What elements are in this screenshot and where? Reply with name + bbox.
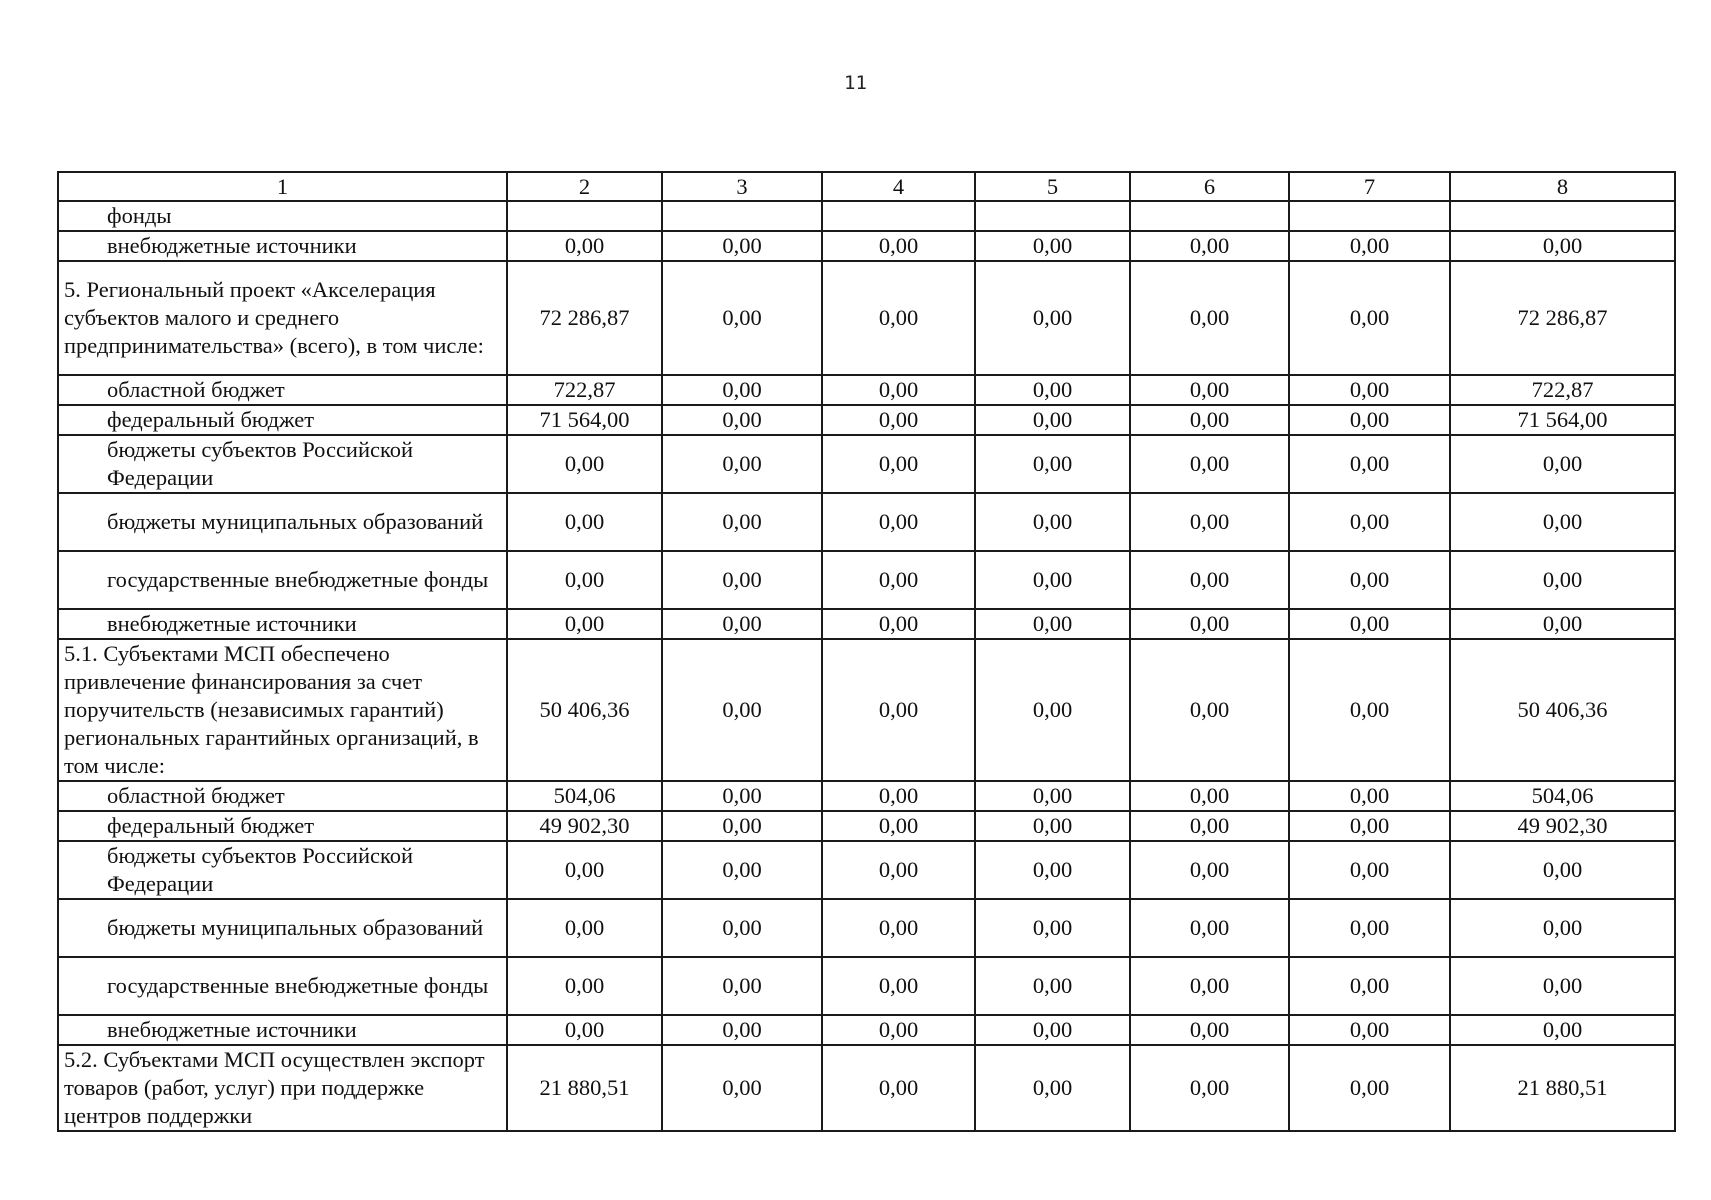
table-row — [58, 1015, 1675, 1045]
value-cell: 0,00 — [975, 1045, 1130, 1131]
row-label: фонды — [58, 201, 507, 231]
value-cell: 0,00 — [1289, 899, 1450, 957]
value-cell: 0,00 — [662, 609, 822, 639]
value-cell: 0,00 — [1130, 1015, 1289, 1045]
column-header: 7 — [1289, 172, 1450, 201]
value-cell: 0,00 — [507, 841, 662, 899]
value-cell: 0,00 — [975, 435, 1130, 493]
value-cell: 0,00 — [662, 435, 822, 493]
value-cell: 0,00 — [1450, 957, 1675, 1015]
value-cell: 0,00 — [1450, 841, 1675, 899]
value-cell: 0,00 — [822, 1015, 975, 1045]
value-cell: 0,00 — [507, 609, 662, 639]
table-row — [58, 375, 1675, 405]
value-cell: 0,00 — [822, 957, 975, 1015]
value-cell: 0,00 — [1450, 1015, 1675, 1045]
value-cell: 0,00 — [822, 231, 975, 261]
row-label: федеральный бюджет — [58, 405, 507, 435]
value-cell: 0,00 — [822, 261, 975, 375]
row-label: бюджеты субъектов Российской Федерации — [58, 841, 507, 899]
value-cell: 71 564,00 — [1450, 405, 1675, 435]
value-cell: 0,00 — [975, 811, 1130, 841]
value-cell: 0,00 — [1289, 231, 1450, 261]
value-cell: 0,00 — [822, 811, 975, 841]
column-header: 1 — [58, 172, 507, 201]
value-cell: 0,00 — [822, 375, 975, 405]
value-cell: 0,00 — [662, 811, 822, 841]
table-row — [58, 231, 1675, 261]
table-row — [58, 551, 1675, 609]
value-cell: 0,00 — [975, 261, 1130, 375]
value-cell — [975, 201, 1130, 231]
value-cell: 0,00 — [1289, 841, 1450, 899]
value-cell: 0,00 — [1289, 1045, 1450, 1131]
value-cell: 0,00 — [975, 841, 1130, 899]
value-cell: 0,00 — [1450, 551, 1675, 609]
table-row — [58, 201, 1675, 231]
row-label: бюджеты муниципальных образований — [58, 899, 507, 957]
value-cell: 0,00 — [662, 375, 822, 405]
value-cell: 0,00 — [822, 435, 975, 493]
column-header: 4 — [822, 172, 975, 201]
value-cell — [1450, 201, 1675, 231]
value-cell: 0,00 — [507, 231, 662, 261]
value-cell: 0,00 — [507, 435, 662, 493]
value-cell — [507, 201, 662, 231]
value-cell: 722,87 — [1450, 375, 1675, 405]
table-row — [58, 811, 1675, 841]
row-label: бюджеты муниципальных образований — [58, 493, 507, 551]
value-cell: 722,87 — [507, 375, 662, 405]
value-cell: 0,00 — [975, 609, 1130, 639]
value-cell: 0,00 — [975, 231, 1130, 261]
value-cell: 0,00 — [822, 781, 975, 811]
value-cell: 0,00 — [1130, 639, 1289, 781]
value-cell: 0,00 — [662, 781, 822, 811]
value-cell — [1130, 201, 1289, 231]
column-header: 3 — [662, 172, 822, 201]
value-cell: 0,00 — [1450, 493, 1675, 551]
table-row — [58, 899, 1675, 957]
value-cell: 0,00 — [975, 405, 1130, 435]
value-cell: 0,00 — [822, 899, 975, 957]
value-cell: 0,00 — [1289, 435, 1450, 493]
table-row — [58, 261, 1675, 375]
value-cell: 50 406,36 — [507, 639, 662, 781]
row-label: государственные внебюджетные фонды — [58, 551, 507, 609]
row-label: государственные внебюджетные фонды — [58, 957, 507, 1015]
value-cell: 0,00 — [662, 639, 822, 781]
row-label: 5.2. Субъектами МСП осуществлен экспорт товаров (работ, услуг) при поддержке центров поддержки — [58, 1045, 507, 1131]
table-row — [58, 957, 1675, 1015]
value-cell: 504,06 — [1450, 781, 1675, 811]
value-cell: 0,00 — [1289, 493, 1450, 551]
value-cell: 0,00 — [662, 899, 822, 957]
value-cell: 0,00 — [662, 551, 822, 609]
column-header: 5 — [975, 172, 1130, 201]
value-cell: 0,00 — [975, 957, 1130, 1015]
value-cell: 0,00 — [1289, 261, 1450, 375]
value-cell: 0,00 — [1130, 261, 1289, 375]
value-cell: 0,00 — [822, 493, 975, 551]
value-cell: 0,00 — [1130, 957, 1289, 1015]
value-cell: 0,00 — [1289, 609, 1450, 639]
value-cell: 0,00 — [507, 551, 662, 609]
value-cell: 0,00 — [1450, 231, 1675, 261]
value-cell: 0,00 — [662, 957, 822, 1015]
table-row — [58, 781, 1675, 811]
budget-table — [57, 171, 1676, 1132]
table-row — [58, 435, 1675, 493]
value-cell: 0,00 — [1450, 609, 1675, 639]
value-cell: 21 880,51 — [1450, 1045, 1675, 1131]
row-label: федеральный бюджет — [58, 811, 507, 841]
value-cell: 0,00 — [662, 231, 822, 261]
value-cell: 0,00 — [975, 781, 1130, 811]
value-cell: 0,00 — [1289, 639, 1450, 781]
value-cell: 0,00 — [822, 639, 975, 781]
value-cell: 0,00 — [1130, 781, 1289, 811]
value-cell: 0,00 — [822, 551, 975, 609]
value-cell: 0,00 — [975, 493, 1130, 551]
value-cell: 0,00 — [1450, 435, 1675, 493]
value-cell: 72 286,87 — [1450, 261, 1675, 375]
value-cell: 72 286,87 — [507, 261, 662, 375]
value-cell: 49 902,30 — [1450, 811, 1675, 841]
value-cell: 0,00 — [975, 1015, 1130, 1045]
value-cell: 0,00 — [1289, 375, 1450, 405]
table-row — [58, 609, 1675, 639]
value-cell — [1289, 201, 1450, 231]
table-row — [58, 841, 1675, 899]
value-cell: 0,00 — [822, 609, 975, 639]
table-row — [58, 639, 1675, 781]
value-cell: 0,00 — [975, 899, 1130, 957]
row-label: внебюджетные источники — [58, 231, 507, 261]
value-cell: 0,00 — [1450, 899, 1675, 957]
value-cell: 0,00 — [1130, 1045, 1289, 1131]
value-cell: 49 902,30 — [507, 811, 662, 841]
value-cell: 504,06 — [507, 781, 662, 811]
row-label: 5. Региональный проект «Акселерация субъектов малого и среднего предпринимательства» (всего), в том числе: — [58, 261, 507, 375]
column-header: 8 — [1450, 172, 1675, 201]
value-cell: 0,00 — [975, 375, 1130, 405]
value-cell: 0,00 — [1130, 493, 1289, 551]
value-cell: 71 564,00 — [507, 405, 662, 435]
value-cell: 0,00 — [662, 1015, 822, 1045]
table-row — [58, 1045, 1675, 1131]
value-cell: 0,00 — [822, 1045, 975, 1131]
value-cell: 0,00 — [507, 493, 662, 551]
value-cell: 0,00 — [1130, 551, 1289, 609]
value-cell: 0,00 — [662, 405, 822, 435]
value-cell: 0,00 — [507, 957, 662, 1015]
row-label: областной бюджет — [58, 375, 507, 405]
value-cell: 0,00 — [507, 899, 662, 957]
row-label: областной бюджет — [58, 781, 507, 811]
table-body — [58, 201, 1675, 1131]
value-cell: 50 406,36 — [1450, 639, 1675, 781]
column-header: 6 — [1130, 172, 1289, 201]
value-cell: 0,00 — [1130, 405, 1289, 435]
table-row — [58, 405, 1675, 435]
value-cell: 0,00 — [507, 1015, 662, 1045]
row-label: бюджеты субъектов Российской Федерации — [58, 435, 507, 493]
value-cell: 0,00 — [1289, 957, 1450, 1015]
row-label: 5.1. Субъектами МСП обеспечено привлечение финансирования за счет поручительств (независимых гарантий) региональных гарантийных организаций, в том числе: — [58, 639, 507, 781]
value-cell: 0,00 — [975, 551, 1130, 609]
value-cell — [822, 201, 975, 231]
page-number: 11 — [844, 72, 867, 94]
value-cell — [662, 201, 822, 231]
value-cell: 0,00 — [1289, 405, 1450, 435]
row-label: внебюджетные источники — [58, 1015, 507, 1045]
value-cell: 0,00 — [662, 1045, 822, 1131]
value-cell: 0,00 — [1130, 231, 1289, 261]
column-header: 2 — [507, 172, 662, 201]
value-cell: 0,00 — [1130, 609, 1289, 639]
header-row — [58, 172, 1675, 201]
value-cell: 0,00 — [822, 405, 975, 435]
value-cell: 0,00 — [822, 841, 975, 899]
value-cell: 0,00 — [662, 493, 822, 551]
value-cell: 0,00 — [1130, 841, 1289, 899]
value-cell: 0,00 — [1130, 899, 1289, 957]
value-cell: 0,00 — [1289, 781, 1450, 811]
value-cell: 21 880,51 — [507, 1045, 662, 1131]
row-label: внебюджетные источники — [58, 609, 507, 639]
value-cell: 0,00 — [1289, 551, 1450, 609]
value-cell: 0,00 — [662, 841, 822, 899]
value-cell: 0,00 — [975, 639, 1130, 781]
value-cell: 0,00 — [1130, 811, 1289, 841]
value-cell: 0,00 — [1130, 435, 1289, 493]
value-cell: 0,00 — [1130, 375, 1289, 405]
value-cell: 0,00 — [662, 261, 822, 375]
value-cell: 0,00 — [1289, 1015, 1450, 1045]
value-cell: 0,00 — [1289, 811, 1450, 841]
table-row — [58, 493, 1675, 551]
